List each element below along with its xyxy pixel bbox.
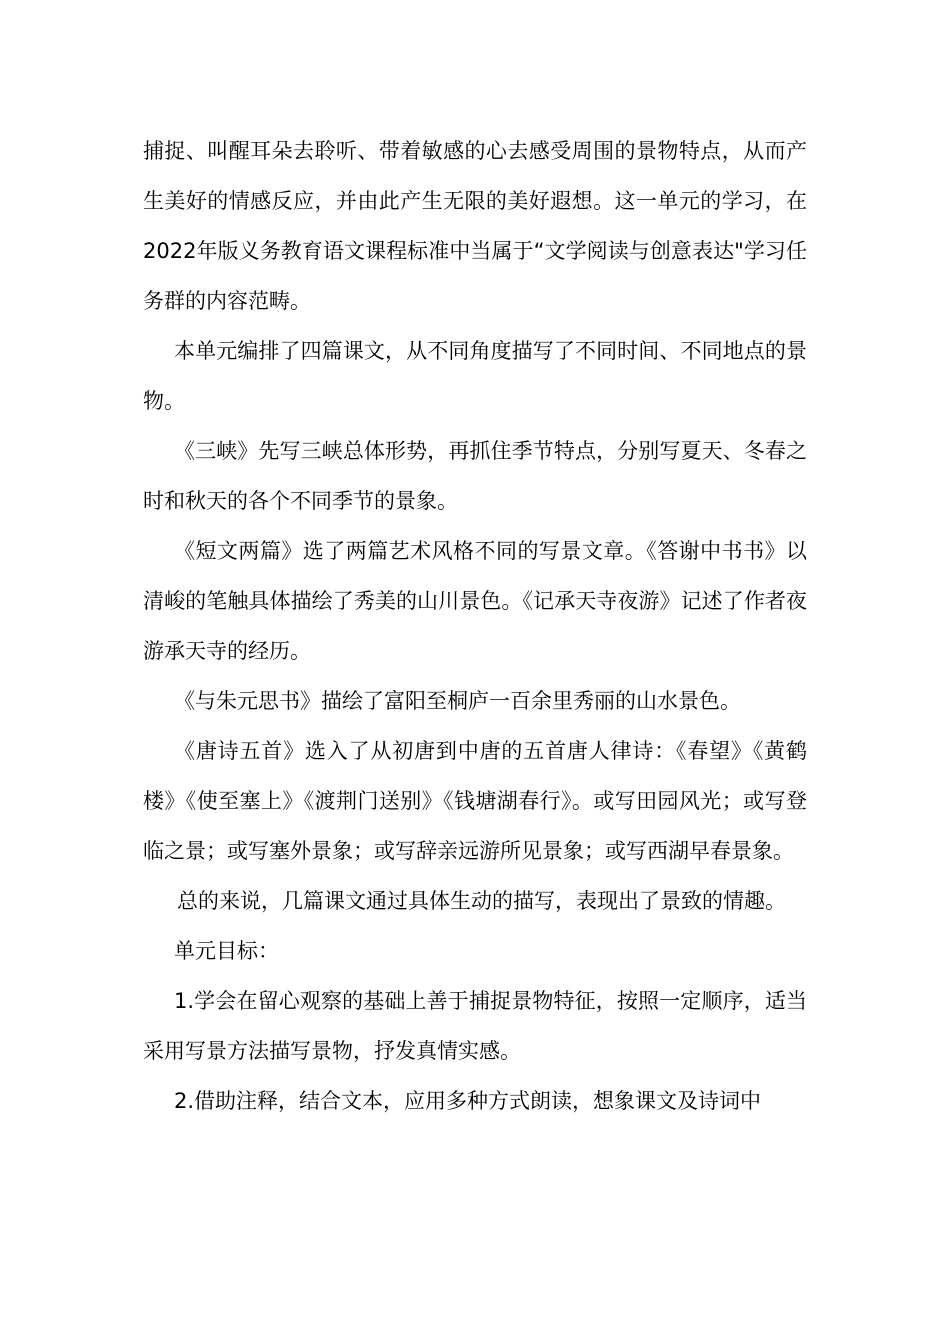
document-body — [143, 126, 807, 1126]
paragraph-zhu-yuansi: 《与朱元思书》描绘了富阳至桐庐一百余里秀丽的山水景色。 — [174, 689, 741, 713]
paragraph-unit-goals-heading: 单元目标： — [174, 939, 279, 963]
paragraph-goal-1: 1.学会在留心观察的基础上善于捕捉景物特征，按照一定顺序，适当采用写景方法描写景物，抒发真情实感。 — [143, 989, 807, 1063]
paragraph-summary: 总的来说，几篇课文通过具体生动的描写，表现出了景致的情趣。 — [177, 889, 786, 913]
paragraph-goal-2: 2.借助注释，结合文本，应用多种方式朗读，想象课文及诗词中 — [174, 1089, 762, 1113]
paragraph-unit-overview: 本单元编排了四篇课文，从不同角度描写了不同时间、不同地点的景物。 — [143, 339, 807, 413]
paragraph-tang-poems: 《唐诗五首》选入了从初唐到中唐的五首唐人律诗：《春望》《黄鹤楼》《使至塞上》《渡荆门送别》《钱塘湖春行》。或写田园风光；或写登临之景；或写塞外景象；或写辞亲远游所见景象；或写西湖早春景象。 — [143, 739, 807, 863]
paragraph-unit-intro-continued: 捕捉、叫醒耳朵去聆听、带着敏感的心去感受周围的景物特点，从而产生美好的情感反应，并由此产生无限的美好遐想。这一单元的学习，在2022年版义务教育语文课程标准中当属于“文学阅读与创意表达"学习任务群的内容范畴。 — [143, 139, 807, 313]
paragraph-sanxia: 《三峡》先写三峡总体形势，再抓住季节特点，分别写夏天、冬春之时和秋天的各个不同季节的景象。 — [143, 439, 807, 513]
paragraph-two-essays: 《短文两篇》选了两篇艺术风格不同的写景文章。《答谢中书书》以清峻的笔触具体描绘了秀美的山川景色。《记承天寺夜游》记述了作者夜游承天寺的经历。 — [143, 539, 807, 663]
